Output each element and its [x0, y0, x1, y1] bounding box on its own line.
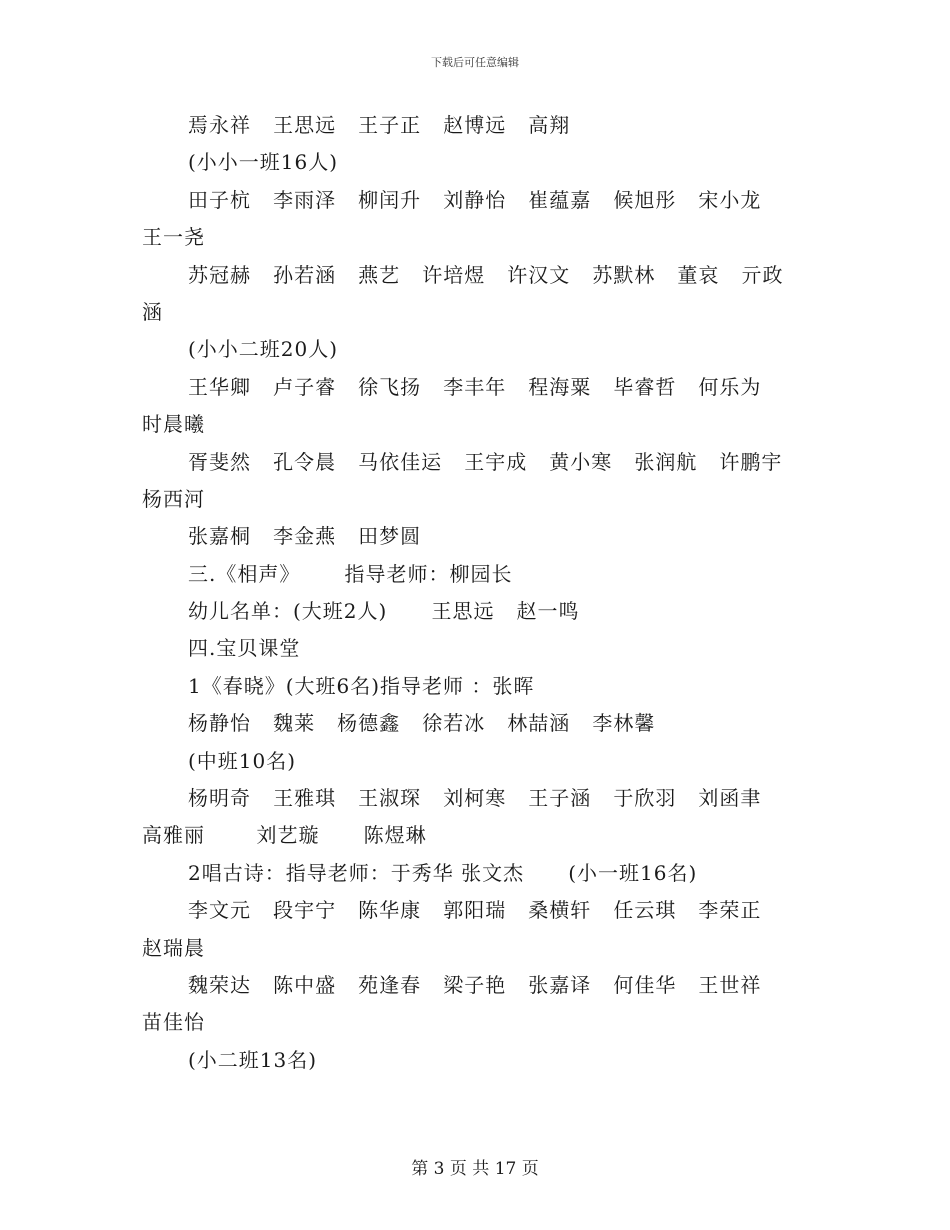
- text-line: 魏荣达 陈中盛 苑逢春 梁子艳 张嘉译 何佳华 王世祥: [188, 972, 762, 997]
- text-line: 王华卿 卢子睿 徐飞扬 李丰年 程海粟 毕睿哲 何乐为: [188, 374, 762, 399]
- page-footer: 第 3 页 共 17 页: [411, 1159, 539, 1179]
- text-line: 焉永祥 王思远 王子正 赵博远 高翔: [188, 113, 571, 137]
- text-line: 王一尧: [142, 225, 205, 250]
- text-line: 李文元 段宇宁 陈华康 郭阳瑞 桑横轩 任云琪 李荣正: [188, 898, 762, 923]
- text-line: 高雅丽 刘艺璇 陈煜琳: [142, 823, 427, 848]
- text-line: 胥斐然 孔令晨 马依佳运 王宇成 黄小寒 张润航 许鹏宇: [188, 449, 783, 474]
- text-line: 1《春晓》(大班6名)指导老师 ：张晖: [188, 673, 535, 698]
- document-body: [142, 107, 822, 1079]
- text-line: 苏冠赫 孙若涵 燕艺 许培煜 许汉文 苏默林 董哀 亓政: [188, 262, 784, 287]
- text-line: 赵瑞晨: [142, 935, 205, 960]
- page-header: 下载后可任意编辑: [431, 56, 519, 69]
- text-line: (中班10名): [188, 748, 297, 773]
- text-line: 张嘉桐 李金燕 田梦圆: [188, 524, 422, 549]
- section-heading: 四.宝贝课堂: [188, 636, 301, 661]
- text-line: 田子杭 李雨泽 柳闰升 刘静怡 崔蕴嘉 候旭彤 宋小龙: [188, 187, 762, 212]
- text-line: 杨西河: [142, 486, 205, 511]
- text-line: (小小二班20人): [188, 337, 339, 362]
- text-line: 涵: [142, 299, 163, 324]
- text-line: (小小一班16人): [188, 150, 339, 175]
- text-line: 苗佳怡: [142, 1010, 205, 1035]
- text-line: 杨静怡 魏莱 杨德鑫 徐若冰 林喆涵 李林馨: [188, 711, 656, 736]
- text-line: 时晨曦: [142, 412, 205, 437]
- section-heading: 三.《相声》 指导老师：柳园长: [188, 561, 513, 586]
- text-line: (小二班13名): [188, 1047, 318, 1072]
- text-line: 2唱古诗：指导老师：于秀华 张文杰 (小一班16名): [188, 860, 698, 885]
- text-line: 幼儿名单：(大班2人) 王思远 赵一鸣: [188, 599, 580, 624]
- text-line: 杨明奇 王雅琪 王淑琛 刘柯寒 王子涵 于欣羽 刘函聿: [188, 786, 762, 811]
